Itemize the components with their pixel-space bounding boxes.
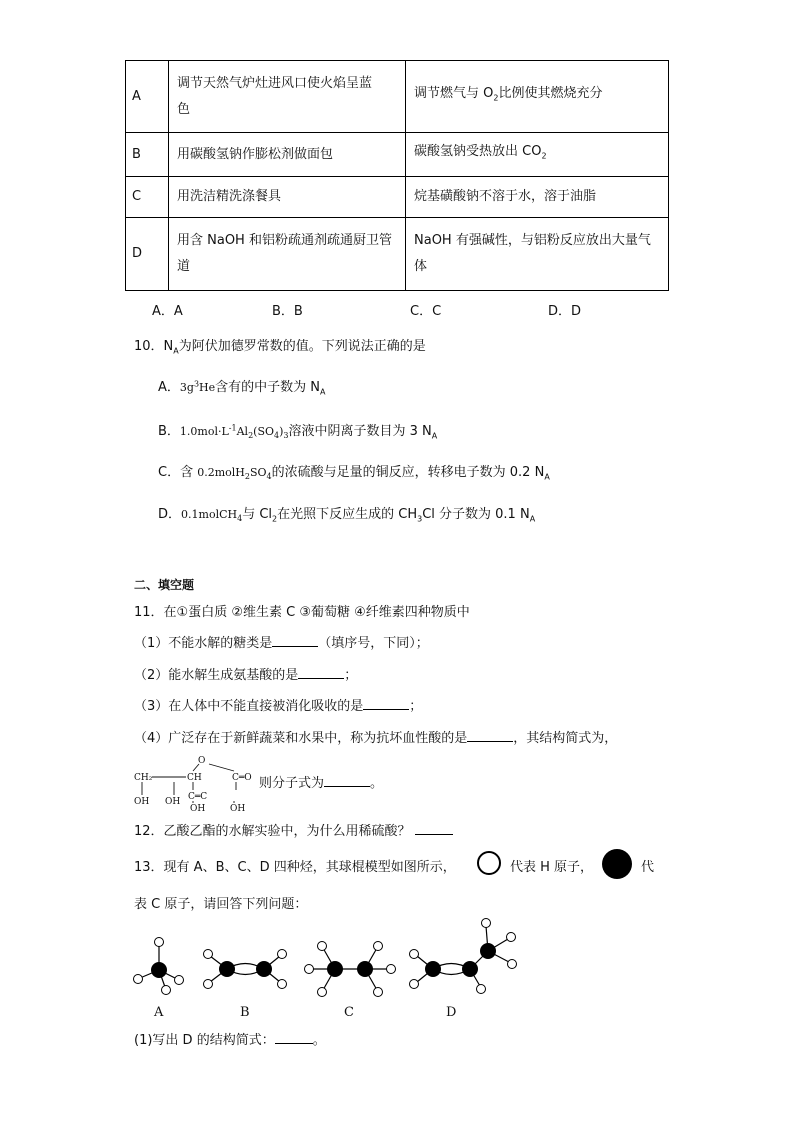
q11-sub3: （3）在人体中不能直接被消化吸收的是 ； xyxy=(134,699,423,714)
q13-stem-tail: 代 xyxy=(641,860,655,875)
row-method: 调节天然气炉灶进风口使火焰呈蓝 色 xyxy=(169,61,406,133)
q10-option-b[interactable]: B．$1.0mol\cdot L^{-1}Al_2(SO_4)_3$溶液中阴离子数目为 3 $N_A$ xyxy=(158,423,438,441)
row-reason: 烷基磺酸钠不溶于水，溶于油脂 xyxy=(406,177,669,218)
table-row xyxy=(126,133,669,177)
q13-sub1: (1)写出 D 的结构简式： 。 xyxy=(134,1033,326,1048)
table-row xyxy=(126,218,669,291)
answer-blank[interactable] xyxy=(467,741,513,742)
hydrogen-atom-icon xyxy=(476,850,502,876)
q13-stem-line1: 13．现有 A、B、C、D 四种烃，其球棍模型如图所示， xyxy=(134,860,456,875)
atom-label: OH xyxy=(230,804,246,812)
model-label: A xyxy=(154,1005,164,1020)
choice-d[interactable]: D．D xyxy=(548,304,582,319)
q10-stem: 10．$N_A$为阿伏加德罗常数的值。下列说法正确的是 xyxy=(134,339,426,356)
atom-label: O xyxy=(198,756,206,766)
atom-label: C═O xyxy=(232,773,252,783)
atom-label: OH xyxy=(134,797,150,807)
choice-c[interactable]: C．C xyxy=(410,304,442,319)
row-reason: NaOH 有强碱性，与铝粉反应放出大量气 体 xyxy=(406,218,669,291)
atom-label: CH xyxy=(187,773,202,783)
section-title: 二、填空题 xyxy=(134,578,195,592)
row-key: D xyxy=(126,218,169,291)
atom-label: OH xyxy=(190,804,206,812)
q11-formula-tail: 则分子式为 。 xyxy=(259,776,384,791)
table-row xyxy=(126,61,669,133)
answer-blank[interactable] xyxy=(324,786,370,787)
q10-option-c[interactable]: C．含 $0.2molH_2SO_4$的浓硫酸与足量的铜反应，转移电子数为 0.2 $N_A$ xyxy=(158,465,550,482)
model-label: C xyxy=(344,1005,354,1020)
model-d xyxy=(410,919,517,994)
q13-hydrogen-label: 代表 H 原子， xyxy=(510,860,594,875)
row-method: 用洗洁精洗涤餐具 xyxy=(169,177,406,218)
row-key: C xyxy=(126,177,169,218)
answer-blank[interactable] xyxy=(363,709,409,710)
row-key: B xyxy=(126,133,169,177)
ball-stick-models xyxy=(120,912,530,1022)
atom-label: OH xyxy=(165,797,181,807)
model-c xyxy=(305,942,396,997)
vitamin-c-structure xyxy=(130,752,260,812)
carbon-atom-icon xyxy=(601,848,633,880)
model-label: D xyxy=(446,1005,457,1020)
q12-text: 12．乙酸乙酯的水解实验中，为什么用稀硫酸？ xyxy=(134,820,453,839)
atom-label: CH₂ xyxy=(134,773,153,783)
q11-sub4: （4）广泛存在于新鲜蔬菜和水果中，称为抗坏血性酸的是 ，其结构简式为， xyxy=(134,731,618,746)
row-reason: 调节燃气与 $O_2$比例使其燃烧充分 xyxy=(406,61,669,133)
table-row xyxy=(126,177,669,218)
atom-label: C═C xyxy=(188,792,208,802)
q11-sub1: （1）不能水解的糖类是 （填序号，下同）； xyxy=(134,636,429,651)
q10-option-a[interactable]: A．$3g^3He$含有的中子数为 $N_A$ xyxy=(158,379,326,397)
answer-blank[interactable] xyxy=(272,646,318,647)
choice-b[interactable]: B．B xyxy=(272,304,303,319)
options-table xyxy=(125,60,669,291)
model-b xyxy=(204,950,287,989)
q11-stem: 11．在①蛋白质 ②维生素 C ③葡萄糖 ④纤维素四种物质中 xyxy=(134,605,470,620)
row-method: 用含 NaOH 和铝粉疏通剂疏通厨卫管 道 xyxy=(169,218,406,291)
model-label: B xyxy=(240,1005,250,1020)
answer-blank[interactable] xyxy=(275,1043,313,1044)
row-method: 用碳酸氢钠作膨松剂做面包 xyxy=(169,133,406,177)
choice-a[interactable]: A．A xyxy=(152,304,183,319)
q11-sub2: （2）能水解生成氨基酸的是 ； xyxy=(134,668,358,683)
q13-stem-line2: 表 C 原子，请回答下列问题： xyxy=(134,897,308,912)
row-key: A xyxy=(126,61,169,133)
q10-option-d[interactable]: D．0.1molCH$_4$与 $Cl_2$在光照下反应生成的 $CH_3Cl$ 分子数为 0.1 $N_A$ xyxy=(158,507,536,524)
model-a xyxy=(134,938,184,995)
answer-blank[interactable] xyxy=(415,834,453,835)
answer-blank[interactable] xyxy=(298,678,344,679)
row-reason: 碳酸氢钠受热放出 $CO_2$ xyxy=(406,133,669,177)
